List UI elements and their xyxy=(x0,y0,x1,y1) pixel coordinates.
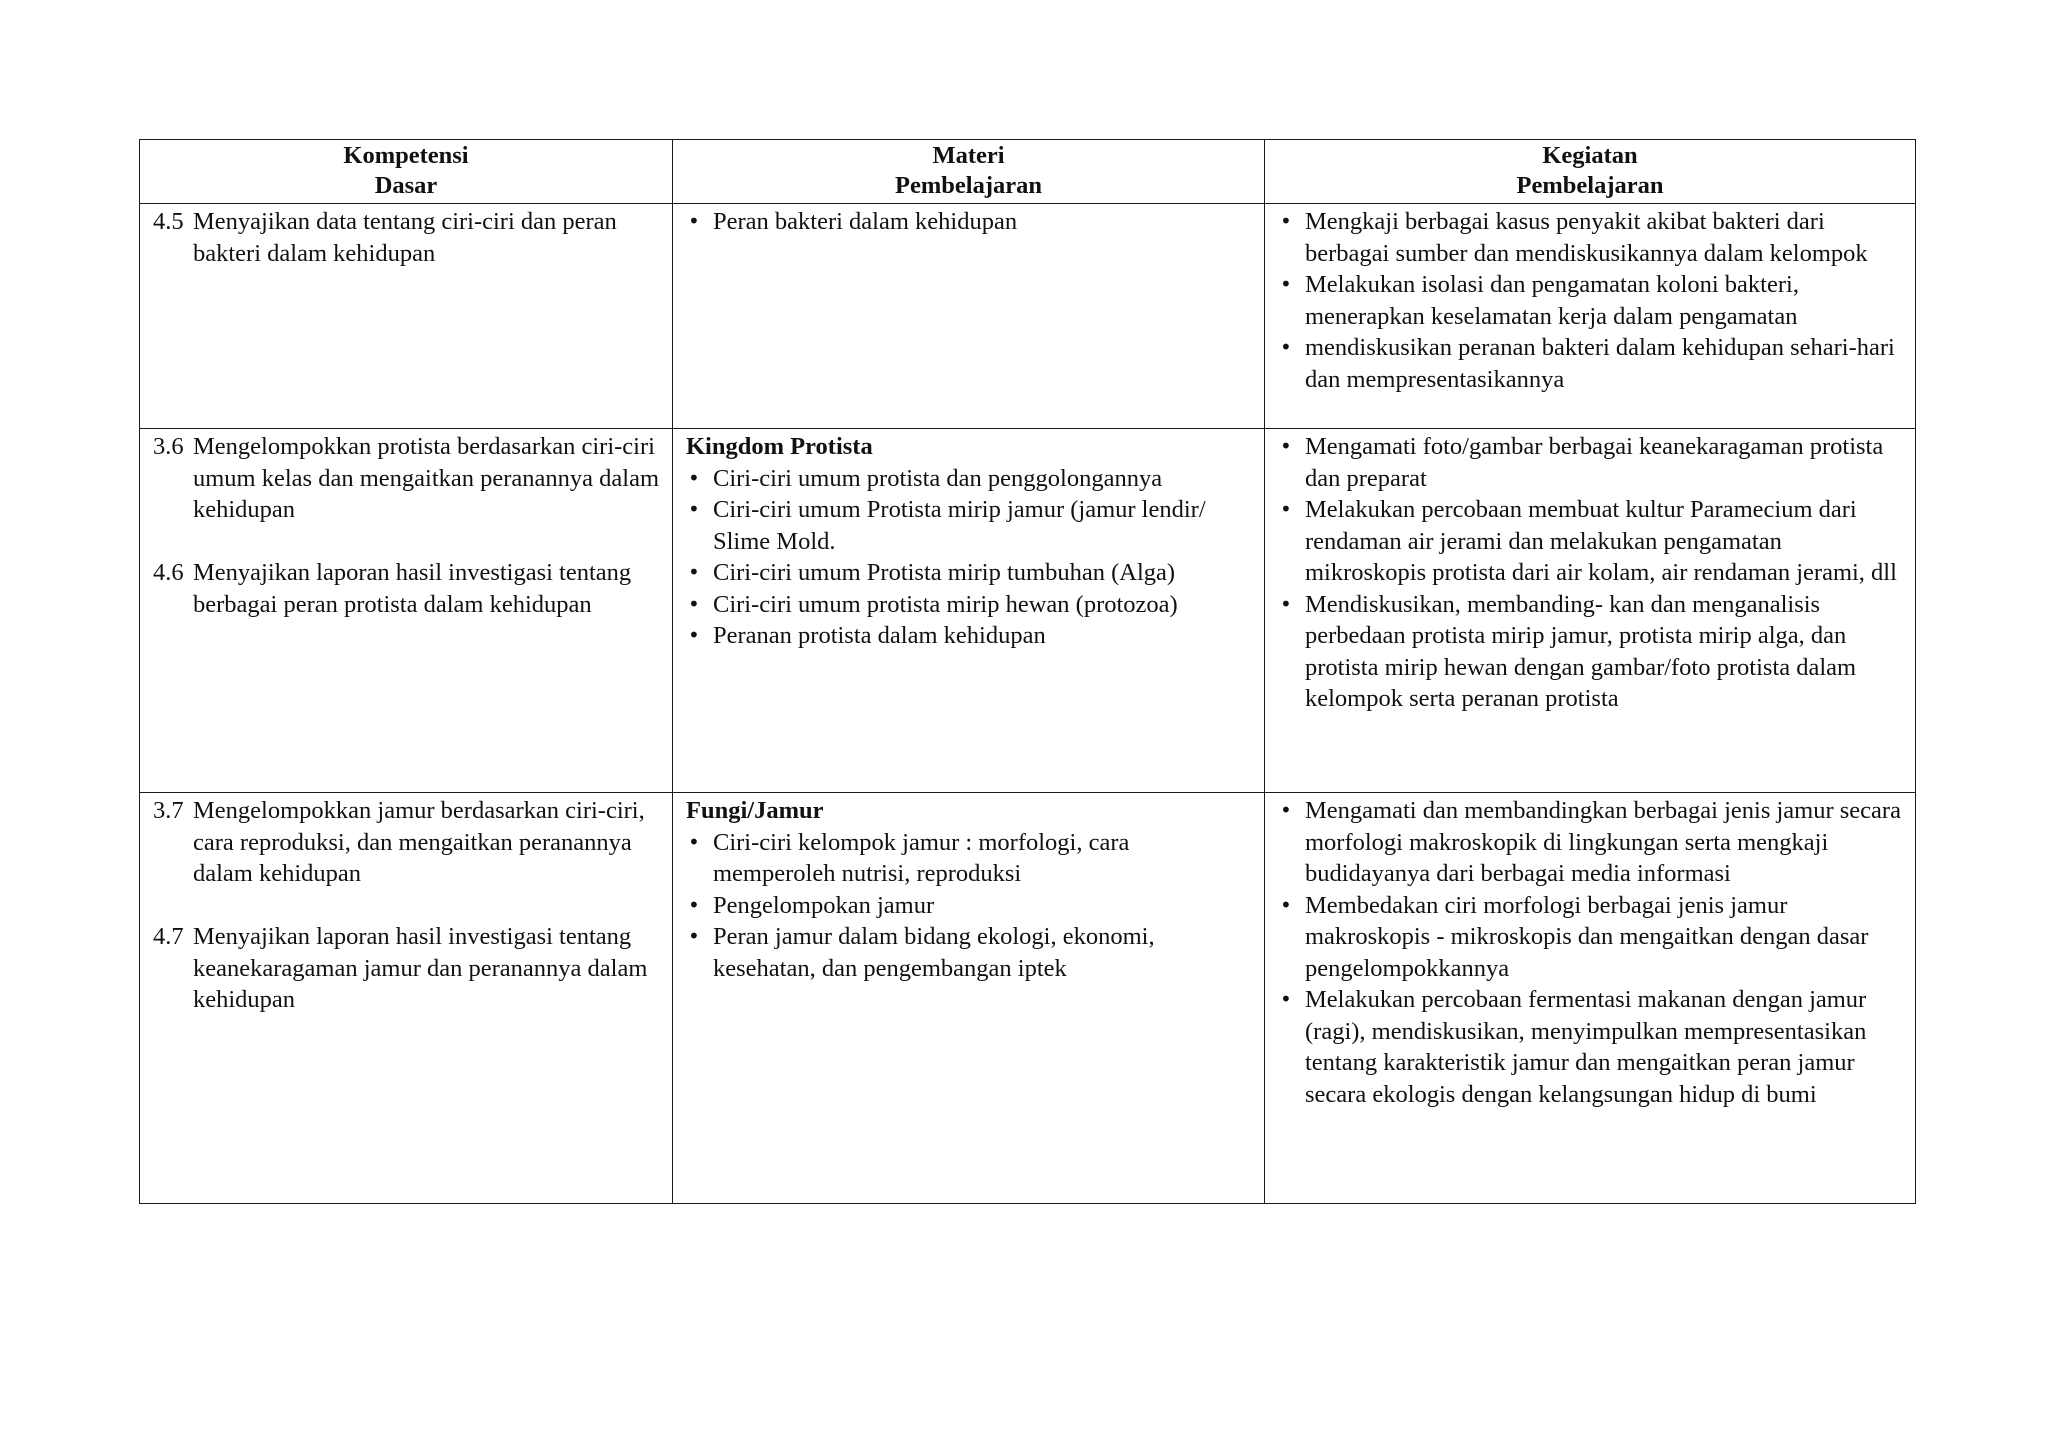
header-line: Kompetensi xyxy=(343,142,469,169)
header-line: Dasar xyxy=(374,172,438,199)
header-materi-pembelajaran xyxy=(673,140,1265,204)
kd-number: 3.7 xyxy=(153,797,184,824)
table-row xyxy=(140,793,1916,1204)
kd-text: Mengelompokkan jamur berdasarkan ciri-ciri, cara reproduksi, dan mengaitkan peranannya dalam kehidupan xyxy=(193,797,645,887)
list-item: • Mengamati dan membandingkan berbagai jenis jamur secara morfologi makroskopik di lingkungan serta mengkaji budidayanya dari berbagai media informasi xyxy=(1278,795,1907,890)
materi-cell xyxy=(673,793,1265,1204)
kd-text: Menyajikan laporan hasil investigasi tentang keanekaragaman jamur dan peranannya dalam kehidupan xyxy=(193,923,648,1013)
kd-item xyxy=(153,431,664,526)
list-item: • Peran bakteri dalam kehidupan xyxy=(686,206,1256,238)
materi-title: Fungi/Jamur xyxy=(686,797,824,824)
materi-cell xyxy=(673,429,1265,793)
kd-item xyxy=(153,206,664,269)
kompetensi-cell xyxy=(140,793,673,1204)
kegiatan-list xyxy=(1278,795,1907,1110)
header-kompetensi-dasar xyxy=(140,140,673,204)
kegiatan-cell xyxy=(1265,793,1916,1204)
header-line: Kegiatan xyxy=(1542,142,1638,169)
list-item: • Ciri-ciri umum Protista mirip tumbuhan (Alga) xyxy=(686,557,1256,589)
table-row xyxy=(140,429,1916,793)
kd-text: Menyajikan data tentang ciri-ciri dan peran bakteri dalam kehidupan xyxy=(193,208,617,267)
header-line: Materi xyxy=(932,142,1005,169)
kegiatan-cell xyxy=(1265,204,1916,429)
kd-text: Mengelompokkan protista berdasarkan ciri-ciri umum kelas dan mengaitkan peranannya dalam kehidupan xyxy=(193,433,660,523)
table-row xyxy=(140,204,1916,429)
list-item: • Mendiskusikan, membanding- kan dan menganalisis perbedaan protista mirip jamur, protista mirip alga, dan protista mirip hewan dengan gambar/foto protista dalam kelompok serta peranan protista xyxy=(1278,589,1907,715)
materi-title: Kingdom Protista xyxy=(686,433,873,460)
header-line: Pembelajaran xyxy=(895,172,1042,199)
header-line: Pembelajaran xyxy=(1516,172,1664,199)
list-item: • Mengamati foto/gambar berbagai keanekaragaman protista dan preparat xyxy=(1278,431,1907,494)
kegiatan-cell xyxy=(1265,429,1916,793)
kompetensi-cell xyxy=(140,204,673,429)
curriculum-table xyxy=(139,139,1916,1204)
header-kegiatan-pembelajaran xyxy=(1265,140,1916,204)
list-item: • Melakukan isolasi dan pengamatan koloni bakteri, menerapkan keselamatan kerja dalam pengamatan xyxy=(1278,269,1907,332)
list-item: • Ciri-ciri umum Protista mirip jamur (jamur lendir/ Slime Mold. xyxy=(686,494,1256,557)
list-item: • Pengelompokan jamur xyxy=(686,890,1256,922)
list-item: • Melakukan percobaan fermentasi makanan dengan jamur (ragi), mendiskusikan, menyimpulkan mempresentasikan tentang karakteristik jamur dan mengaitkan peran jamur secara ekologis dengan kelangsungan hidup di bumi xyxy=(1278,984,1907,1110)
materi-cell xyxy=(673,204,1265,429)
kd-item xyxy=(153,557,664,620)
kd-number: 4.7 xyxy=(153,923,184,950)
kd-item xyxy=(153,921,664,1016)
kegiatan-list xyxy=(1278,206,1907,395)
materi-list xyxy=(686,463,1256,652)
list-item: • mendiskusikan peranan bakteri dalam kehidupan sehari-hari dan mempresentasikannya xyxy=(1278,332,1907,395)
kompetensi-cell xyxy=(140,429,673,793)
list-item: • Mengkaji berbagai kasus penyakit akibat bakteri dari berbagai sumber dan mendiskusikannya dalam kelompok xyxy=(1278,206,1907,269)
list-item: • Ciri-ciri kelompok jamur : morfologi, cara memperoleh nutrisi, reproduksi xyxy=(686,827,1256,890)
kd-number: 3.6 xyxy=(153,433,184,460)
kd-number: 4.6 xyxy=(153,559,184,586)
list-item: • Membedakan ciri morfologi berbagai jenis jamur makroskopis - mikroskopis dan mengaitkan dengan dasar pengelompokkannya xyxy=(1278,890,1907,985)
materi-list xyxy=(686,206,1256,238)
kd-text: Menyajikan laporan hasil investigasi tentang berbagai peran protista dalam kehidupan xyxy=(193,559,632,618)
kd-number: 4.5 xyxy=(153,208,184,235)
list-item: • Peran jamur dalam bidang ekologi, ekonomi, kesehatan, dan pengembangan iptek xyxy=(686,921,1256,984)
list-item: • Melakukan percobaan membuat kultur Paramecium dari rendaman air jerami dan melakukan pengamatan mikroskopis protista dari air kolam, air rendaman jerami, dll xyxy=(1278,494,1907,589)
list-item: • Ciri-ciri umum protista mirip hewan (protozoa) xyxy=(686,589,1256,621)
materi-list xyxy=(686,827,1256,985)
header-row xyxy=(140,140,1916,204)
kd-item xyxy=(153,795,664,890)
kegiatan-list xyxy=(1278,431,1907,715)
list-item: • Peranan protista dalam kehidupan xyxy=(686,620,1256,652)
list-item: • Ciri-ciri umum protista dan penggolongannya xyxy=(686,463,1256,495)
